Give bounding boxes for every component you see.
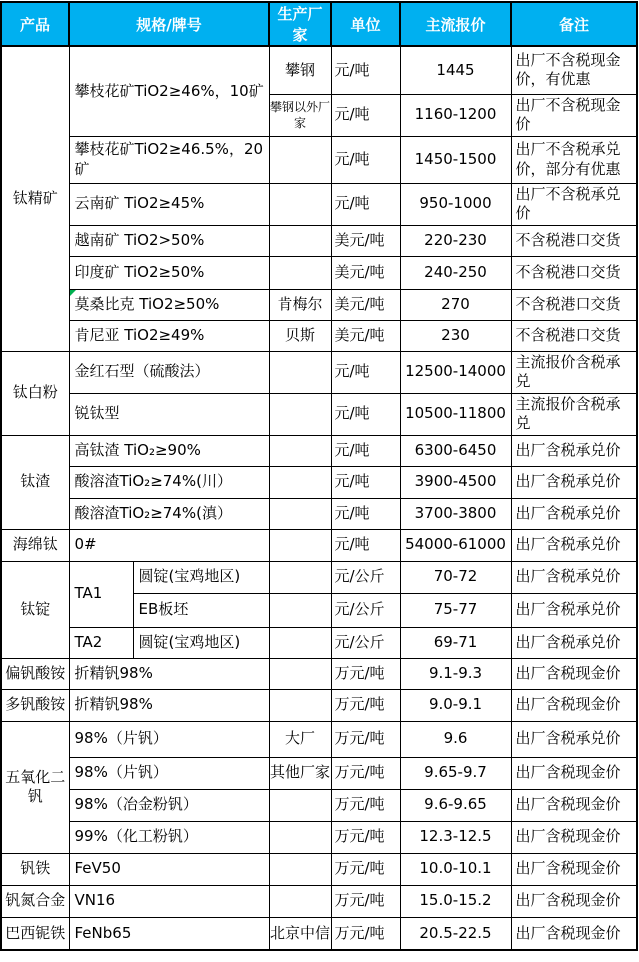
cell-mfr: 贝斯 (269, 320, 331, 351)
cell-unit: 万元/吨 (331, 689, 400, 721)
price-table (0, 1, 638, 951)
table-row (1, 435, 637, 466)
cell-mfr (269, 789, 331, 821)
cell-note: 出厂含税现金价 (511, 658, 637, 689)
cell-price: 9.65-9.7 (400, 757, 511, 789)
cell-unit: 美元/吨 (331, 289, 400, 320)
cell-mfr: 肯梅尔 (269, 289, 331, 320)
cell-unit: 元/吨 (331, 136, 400, 183)
table-row (1, 721, 637, 757)
cell-mfr (269, 658, 331, 689)
cell-product: 钛锭 (1, 561, 69, 658)
cell-unit: 元/吨 (331, 466, 400, 498)
cell-product: 偏钒酸铵 (1, 658, 69, 689)
cell-product: 钛渣 (1, 435, 69, 529)
table-row (1, 561, 637, 593)
cell-product: 钛精矿 (1, 46, 69, 351)
cell-unit: 元/公斤 (331, 627, 400, 658)
cell-mfr (269, 853, 331, 885)
cell-note: 主流报价含税承兑 (511, 351, 637, 393)
header-price: 主流报价 (400, 2, 511, 46)
cell-mfr (269, 466, 331, 498)
table-row (1, 466, 637, 498)
cell-spec (69, 289, 269, 320)
cell-note: 出厂含税现金价 (511, 917, 637, 950)
table-row (1, 658, 637, 689)
table-row (1, 917, 637, 950)
table-row (1, 351, 637, 393)
cell-note: 出厂不含税现金价 (511, 94, 637, 136)
cell-spec: 锐钛型 (69, 393, 269, 435)
table-header (1, 2, 637, 46)
cell-mfr (269, 689, 331, 721)
cell-mfr (269, 136, 331, 183)
cell-mfr: 北京中信 (269, 917, 331, 950)
cell-product: 钛白粉 (1, 351, 69, 435)
cell-mfr (269, 225, 331, 256)
cell-price: 75-77 (400, 593, 511, 627)
header-row (1, 2, 637, 46)
cell-spec: 攀枝花矿TiO2≥46.5%，20矿 (69, 136, 269, 183)
cell-spec: 云南矿 TiO2≥45% (69, 183, 269, 225)
cell-mfr: 攀钢以外厂家 (269, 94, 331, 136)
cell-mfr (269, 821, 331, 853)
cell-price: 10.0-10.1 (400, 853, 511, 885)
cell-price: 9.0-9.1 (400, 689, 511, 721)
header-note: 备注 (511, 2, 637, 46)
cell-unit: 万元/吨 (331, 658, 400, 689)
cell-price: 12.3-12.5 (400, 821, 511, 853)
cell-note: 出厂含税现金价 (511, 689, 637, 721)
cell-note: 出厂含税承兑价 (511, 721, 637, 757)
cell-spec: 高钛渣 TiO₂≥90% (69, 435, 269, 466)
cell-price: 70-72 (400, 561, 511, 593)
cell-spec: 折精钒98% (69, 658, 269, 689)
cell-spec: 0# (69, 529, 269, 561)
cell-note: 出厂含税承兑价 (511, 561, 637, 593)
cell-mfr (269, 627, 331, 658)
cell-note: 不含税港口交货 (511, 225, 637, 256)
cell-mfr (269, 256, 331, 289)
table-row (1, 183, 637, 225)
table-row (1, 46, 637, 94)
table-row (1, 757, 637, 789)
table-row (1, 136, 637, 183)
price-table-body (1, 46, 637, 950)
cell-spec: 折精钒98% (69, 689, 269, 721)
cell-unit: 万元/吨 (331, 885, 400, 917)
cell-note: 出厂含税承兑价 (511, 529, 637, 561)
cell-speca: TA1 (69, 561, 133, 627)
cell-specb: EB板坯 (133, 593, 269, 627)
header-spec: 规格/牌号 (69, 2, 269, 46)
cell-spec: 酸溶渣TiO₂≥74%(滇） (69, 498, 269, 529)
cell-spec: 98%（冶金粉钒） (69, 789, 269, 821)
cell-price: 220-230 (400, 225, 511, 256)
cell-price: 9.6 (400, 721, 511, 757)
cell-price: 230 (400, 320, 511, 351)
cell-price: 10500-11800 (400, 393, 511, 435)
cell-note: 出厂含税现金价 (511, 821, 637, 853)
cell-spec: 98%（片钒） (69, 757, 269, 789)
table-row (1, 885, 637, 917)
cell-unit: 万元/吨 (331, 757, 400, 789)
table-row (1, 289, 637, 320)
table-row (1, 393, 637, 435)
cell-mfr (269, 435, 331, 466)
cell-note: 出厂不含税承兑价 (511, 183, 637, 225)
cell-mfr: 大厂 (269, 721, 331, 757)
cell-unit: 元/吨 (331, 498, 400, 529)
cell-note: 不含税港口交货 (511, 320, 637, 351)
table-row (1, 627, 637, 658)
cell-unit: 元/公斤 (331, 593, 400, 627)
cell-spec: 金红石型（硫酸法） (69, 351, 269, 393)
cell-price: 6300-6450 (400, 435, 511, 466)
table-row (1, 320, 637, 351)
cell-spec: VN16 (69, 885, 269, 917)
cell-specb: 圆锭(宝鸡地区) (133, 627, 269, 658)
cell-mfr: 攀钢 (269, 46, 331, 94)
cell-price: 15.0-15.2 (400, 885, 511, 917)
cell-unit: 万元/吨 (331, 721, 400, 757)
cell-price: 54000-61000 (400, 529, 511, 561)
cell-note: 不含税港口交货 (511, 256, 637, 289)
cell-unit: 万元/吨 (331, 917, 400, 950)
table-row (1, 689, 637, 721)
cell-mfr (269, 183, 331, 225)
header-manufacturer: 生产厂家 (269, 2, 331, 46)
cell-price: 12500-14000 (400, 351, 511, 393)
cell-product: 巴西铌铁 (1, 917, 69, 950)
cell-unit: 万元/吨 (331, 853, 400, 885)
cell-unit: 万元/吨 (331, 821, 400, 853)
cell-unit: 元/吨 (331, 46, 400, 94)
cell-mfr (269, 393, 331, 435)
cell-unit: 元/吨 (331, 351, 400, 393)
cell-mfr (269, 593, 331, 627)
cell-note: 出厂含税现金价 (511, 853, 637, 885)
cell-spec: FeV50 (69, 853, 269, 885)
cell-price: 1445 (400, 46, 511, 94)
cell-price: 69-71 (400, 627, 511, 658)
cell-unit: 元/吨 (331, 94, 400, 136)
cell-unit: 元/吨 (331, 183, 400, 225)
cell-spec: 98%（片钒） (69, 721, 269, 757)
cell-unit: 元/吨 (331, 393, 400, 435)
cell-product: 钒铁 (1, 853, 69, 885)
cell-unit: 美元/吨 (331, 320, 400, 351)
header-unit: 单位 (331, 2, 400, 46)
cell-note: 出厂含税承兑价 (511, 466, 637, 498)
cell-price: 270 (400, 289, 511, 320)
cell-note: 出厂含税现金价 (511, 757, 637, 789)
cell-unit: 美元/吨 (331, 256, 400, 289)
cell-price: 3700-3800 (400, 498, 511, 529)
cell-price: 9.1-9.3 (400, 658, 511, 689)
table-row (1, 256, 637, 289)
cell-note: 出厂含税承兑价 (511, 435, 637, 466)
cell-product: 多钒酸铵 (1, 689, 69, 721)
cell-note: 出厂含税承兑价 (511, 498, 637, 529)
cell-price: 3900-4500 (400, 466, 511, 498)
cell-spec: 攀枝花矿TiO2≥46%，10矿 (69, 46, 269, 136)
cell-note: 不含税港口交货 (511, 289, 637, 320)
cell-price: 9.6-9.65 (400, 789, 511, 821)
cell-unit: 万元/吨 (331, 789, 400, 821)
table-row (1, 498, 637, 529)
table-row (1, 225, 637, 256)
cell-product: 钒氮合金 (1, 885, 69, 917)
cell-specb: 圆锭(宝鸡地区) (133, 561, 269, 593)
cell-note: 出厂含税现金价 (511, 885, 637, 917)
cell-note: 出厂不含税承兑价，部分有优惠 (511, 136, 637, 183)
cell-spec: 印度矿 TiO2≥50% (69, 256, 269, 289)
cell-mfr (269, 351, 331, 393)
table-row (1, 821, 637, 853)
cell-unit: 元/吨 (331, 529, 400, 561)
cell-price: 20.5-22.5 (400, 917, 511, 950)
cell-price: 240-250 (400, 256, 511, 289)
cell-mfr (269, 498, 331, 529)
header-product: 产品 (1, 2, 69, 46)
cell-product: 海绵钛 (1, 529, 69, 561)
cell-spec: 肯尼亚 TiO2≥49% (69, 320, 269, 351)
cell-unit: 元/吨 (331, 435, 400, 466)
cell-speca: TA2 (69, 627, 133, 658)
cell-text: 莫桑比克 TiO2≥50% (74, 294, 220, 313)
cell-note: 出厂含税承兑价 (511, 593, 637, 627)
cell-unit: 元/公斤 (331, 561, 400, 593)
cell-mfr (269, 885, 331, 917)
cell-comment-marker-icon (70, 290, 76, 296)
table-row (1, 529, 637, 561)
cell-unit: 美元/吨 (331, 225, 400, 256)
cell-price: 1160-1200 (400, 94, 511, 136)
cell-spec: 酸溶渣TiO₂≥74%(川） (69, 466, 269, 498)
cell-spec: FeNb65 (69, 917, 269, 950)
cell-note: 出厂不含税现金价，有优惠 (511, 46, 637, 94)
cell-note: 出厂含税承兑价 (511, 627, 637, 658)
cell-price: 1450-1500 (400, 136, 511, 183)
cell-note: 主流报价含税承兑 (511, 393, 637, 435)
cell-price: 950-1000 (400, 183, 511, 225)
table-row (1, 853, 637, 885)
table-row (1, 789, 637, 821)
cell-note: 出厂含税现金价 (511, 789, 637, 821)
price-sheet (0, 1, 638, 951)
cell-product: 五氧化二钒 (1, 721, 69, 853)
cell-mfr: 其他厂家 (269, 757, 331, 789)
cell-mfr (269, 529, 331, 561)
cell-spec: 99%（化工粉钒） (69, 821, 269, 853)
cell-mfr (269, 561, 331, 593)
cell-spec: 越南矿 TiO2>50% (69, 225, 269, 256)
